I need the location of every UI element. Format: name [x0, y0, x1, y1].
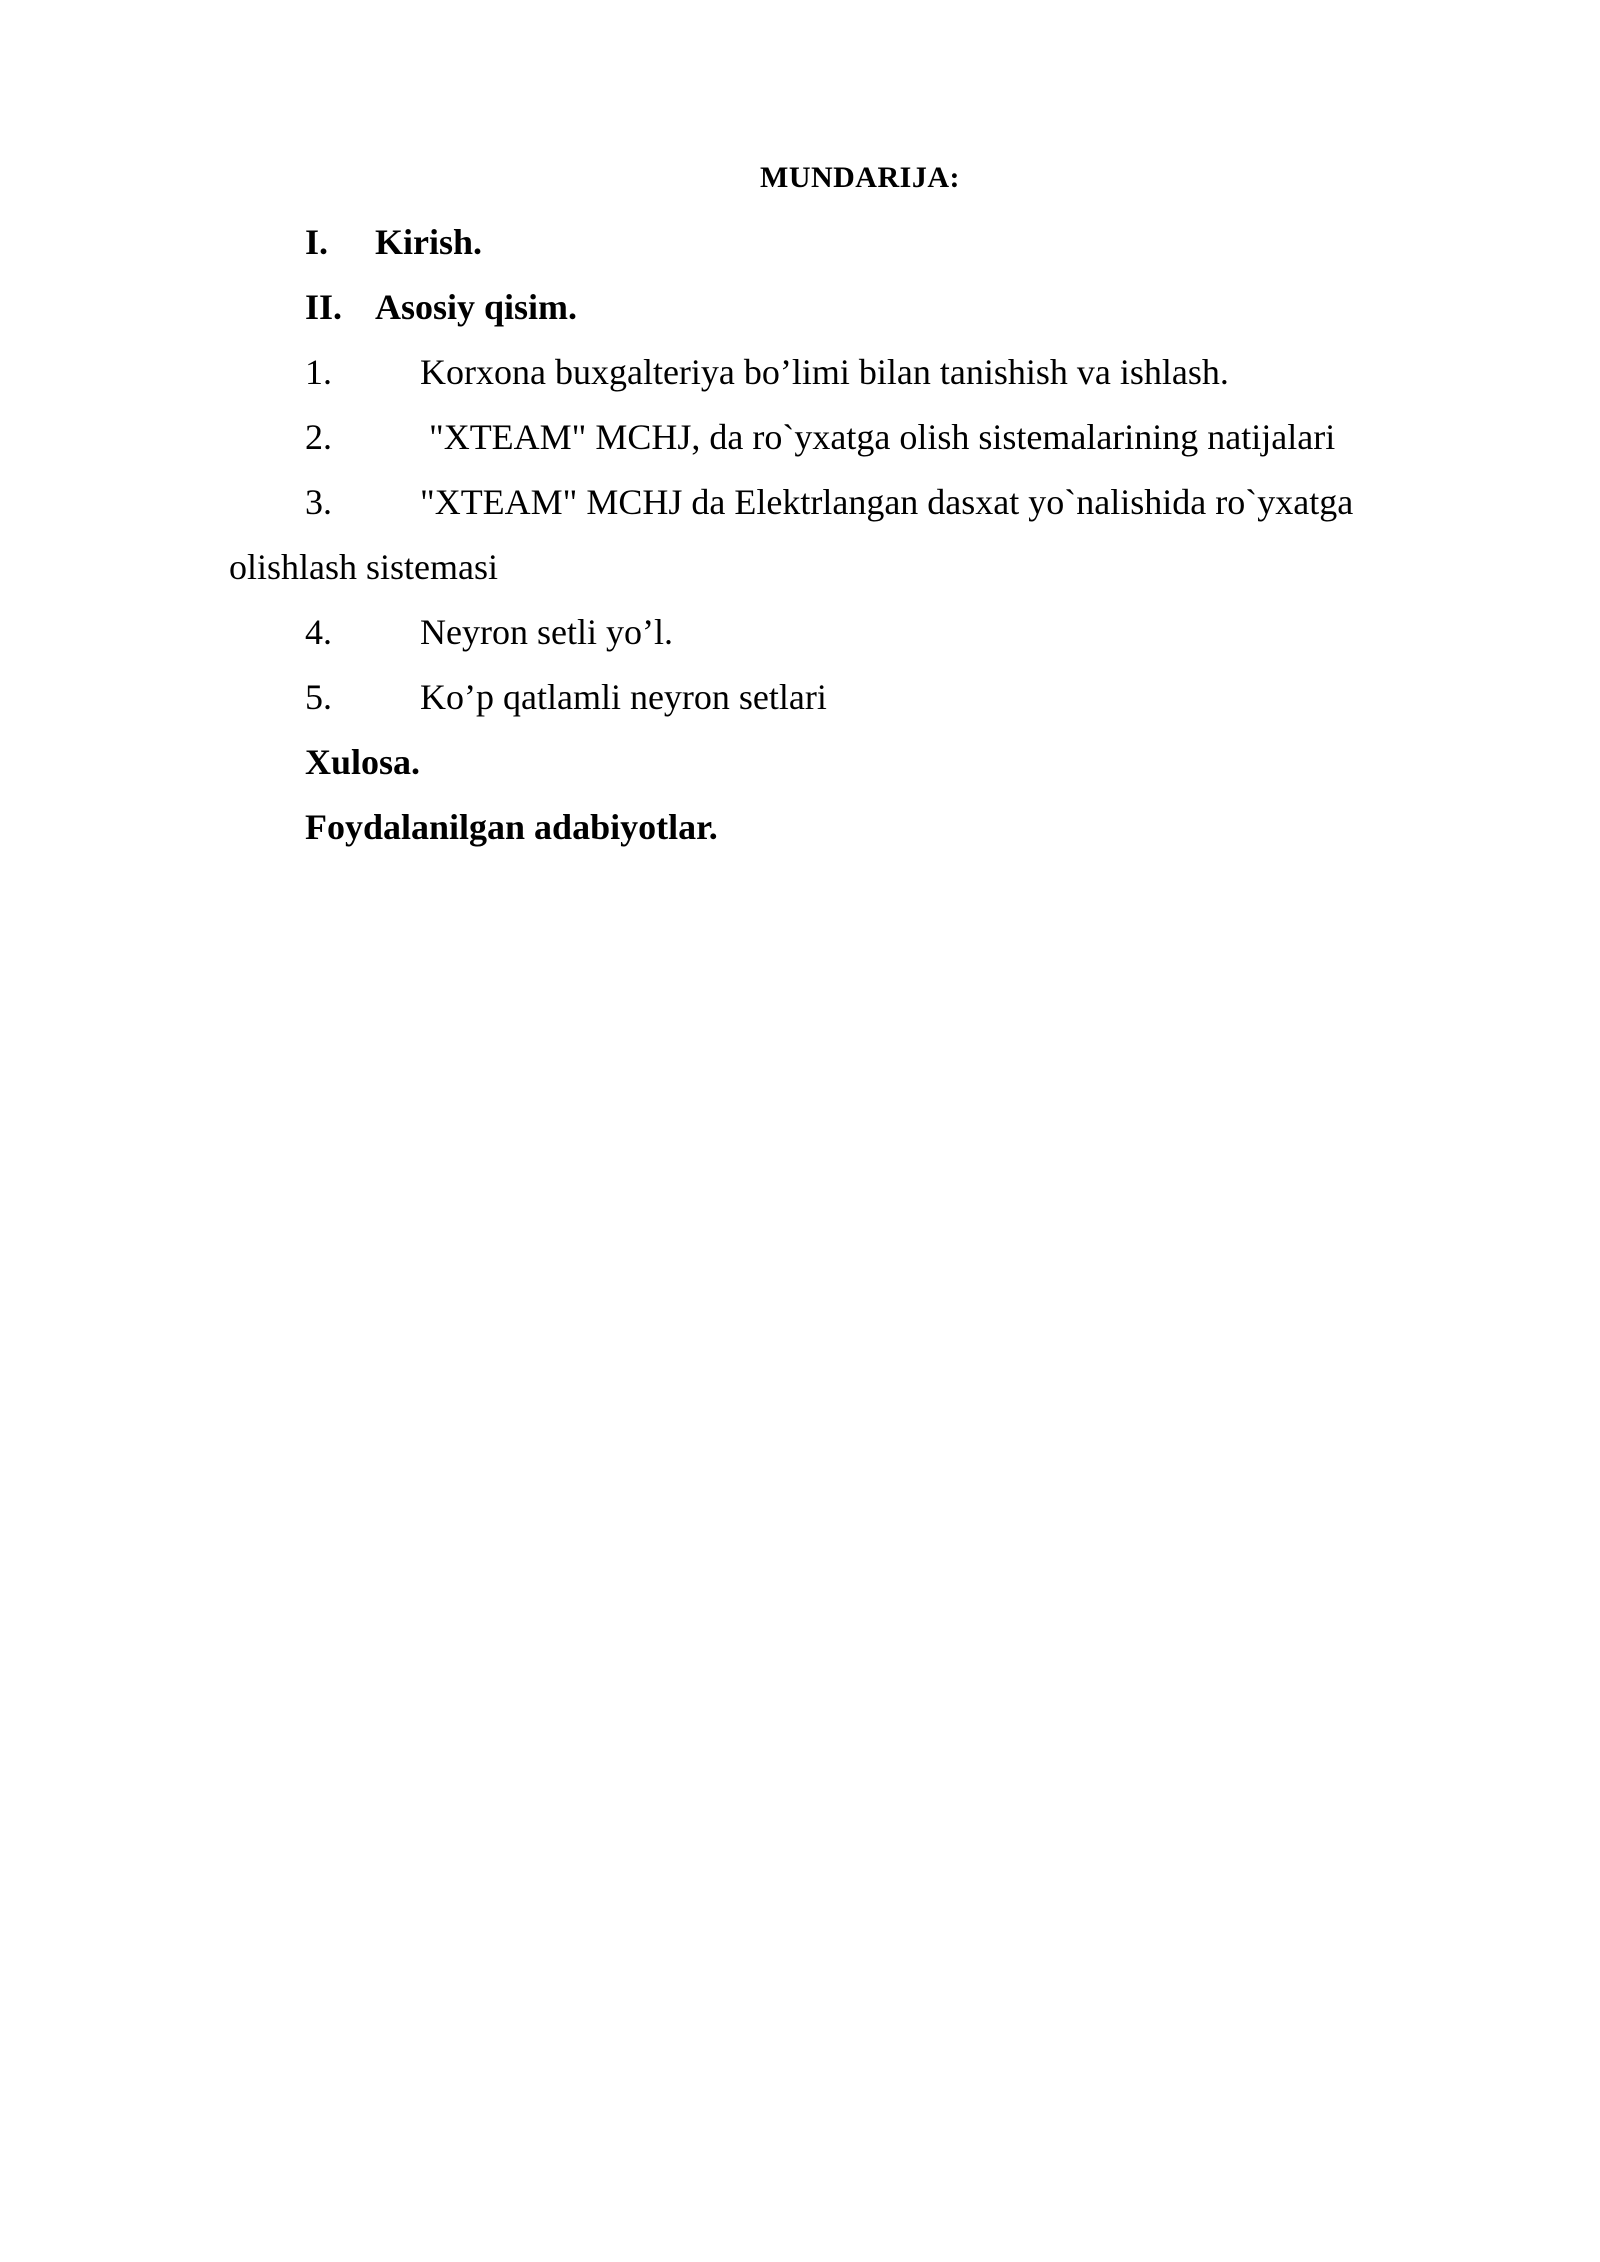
- item-number: 3.: [305, 482, 332, 522]
- item-number: 4.: [305, 612, 332, 652]
- item-label-continuation: olishlash sistemasi: [229, 547, 498, 587]
- item-label: Ko’p qatlamli neyron setlari: [420, 677, 827, 717]
- item-number: 1.: [305, 352, 332, 392]
- item-label: Korxona buxgalteriya bo’limi bilan tanishish va ishlash.: [420, 352, 1229, 392]
- item-number: 2.: [305, 417, 332, 457]
- section-label: Asosiy qisim.: [375, 287, 578, 327]
- item-label: "XTEAM" MCHJ, da ro`yxatga olish sistemalarining natijalari: [420, 417, 1336, 457]
- toc-title: MUNDARIJA:: [760, 161, 960, 194]
- item-label: "XTEAM" MCHJ da Elektrlangan dasxat yo`nalishida ro`yxatga: [420, 482, 1354, 522]
- section-label: Kirish.: [375, 222, 483, 262]
- section-number: I.: [305, 222, 329, 262]
- item-number: 5.: [305, 677, 332, 717]
- references-heading: Foydalanilgan adabiyotlar.: [305, 807, 718, 847]
- conclusion-heading: Xulosa.: [305, 742, 421, 782]
- section-number: II.: [305, 287, 343, 327]
- item-label: Neyron setli yo’l.: [420, 612, 673, 652]
